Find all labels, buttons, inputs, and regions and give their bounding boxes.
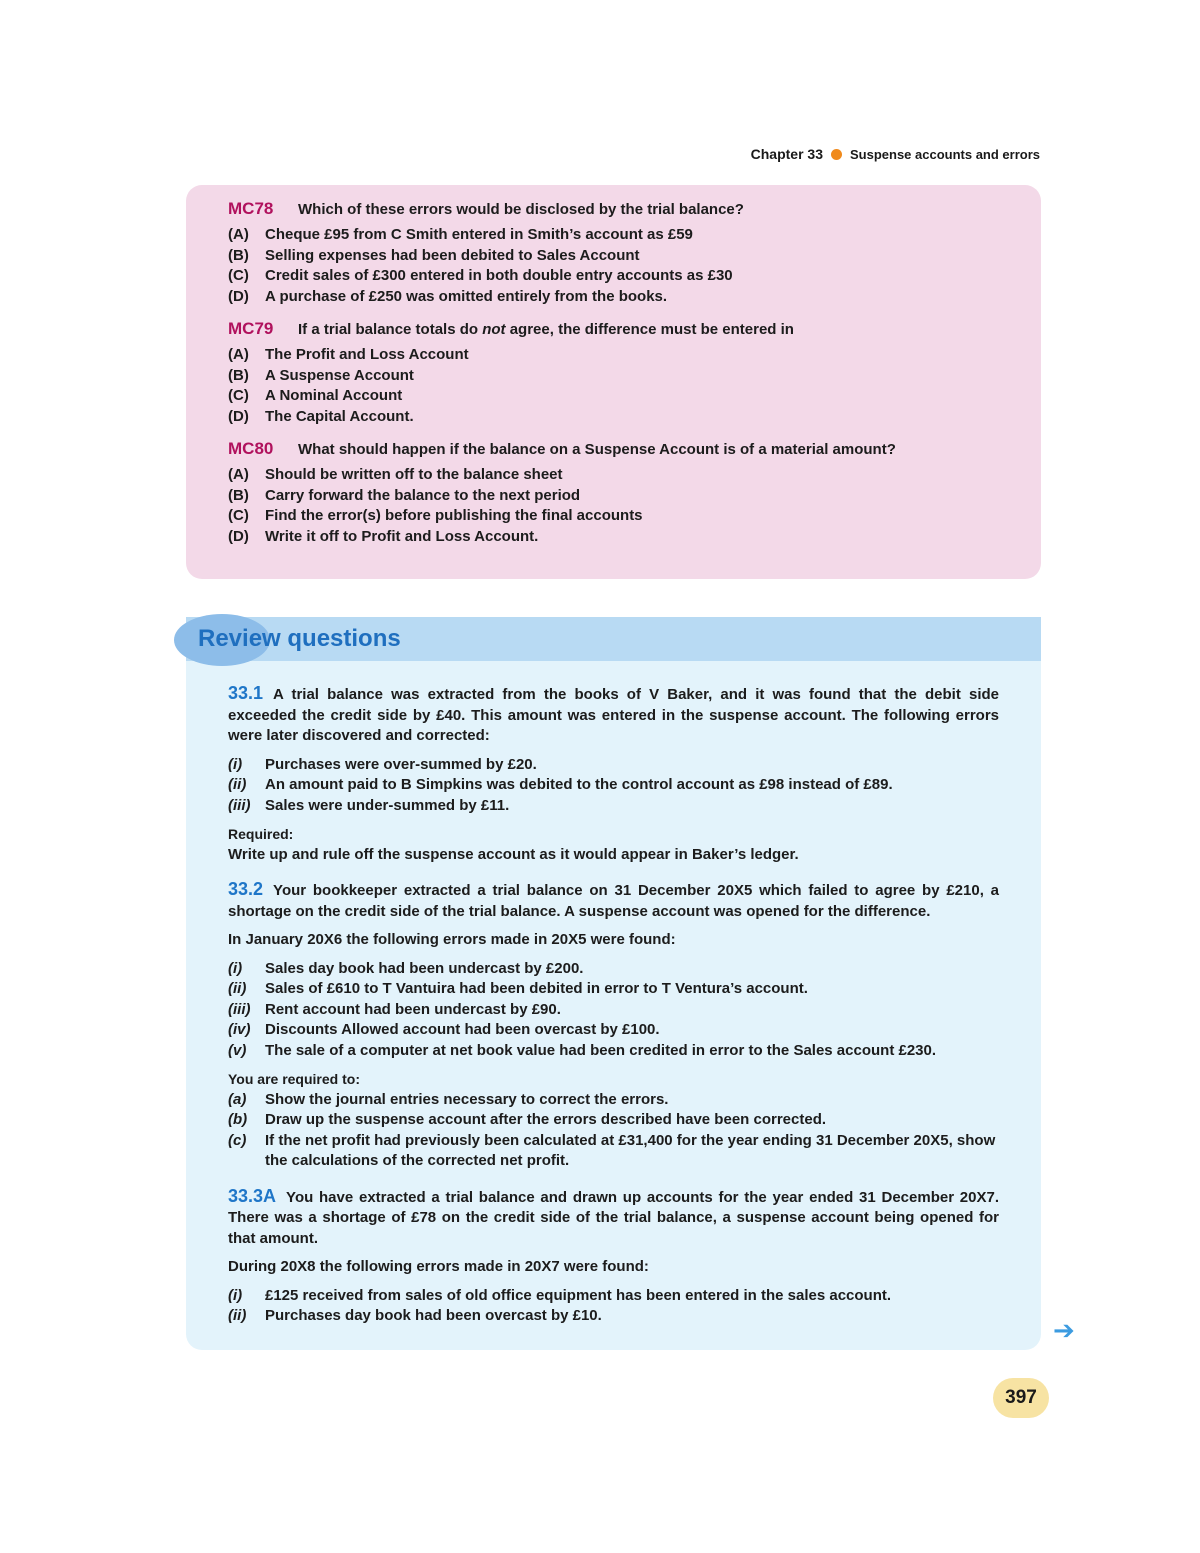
error-list [228, 959, 999, 1062]
option-label: (D) [228, 527, 249, 545]
bullet-dot-icon [831, 149, 842, 160]
question-intro: 33.2 Your bookkeeper extracted a trial balance on 31 December 20X5 which failed to agree by £210, a shortage on the credit side of the trial balance. A suspense account was opened for the difference. [228, 879, 999, 920]
option-label: (C) [228, 387, 249, 404]
question-intro-2: In January 20X6 the following errors made in 20X5 were found: [228, 931, 676, 948]
error-list [228, 755, 999, 817]
mc-question-block [228, 439, 1001, 547]
list-item: (b) Draw up the suspense account after the errors described have been corrected. [228, 1111, 827, 1128]
list-item: (iii) Rent account had been undercast by £90. [228, 1000, 561, 1018]
mc-number: MC79 [228, 319, 274, 338]
list-item: (v) The sale of a computer at net book value had been credited in error to the Sales account £230. [228, 1041, 937, 1059]
list-item: (i) Sales day book had been undercast by £200. [228, 959, 584, 977]
question-number: 33.1 [228, 683, 264, 703]
question-intro-2: During 20X8 the following errors made in 20X7 were found: [228, 1258, 649, 1275]
list-item: (i) £125 received from sales of old office equipment has been entered in the sales account. [228, 1286, 892, 1304]
option-text: Carry forward the balance to the next period [265, 486, 581, 504]
option-label: (D) [228, 407, 249, 425]
option-label: (B) [228, 366, 249, 384]
mc-question-text: If a trial balance totals do not agree, the difference must be entered in [298, 321, 794, 338]
option-text: Find the error(s) before publishing the final accounts [265, 507, 643, 524]
list-item: (iii) Sales were under-summed by £11. [228, 796, 510, 814]
running-head [751, 146, 1040, 162]
option-label: (B) [228, 486, 249, 504]
option-text: Cheque £95 from C Smith entered in Smith’s account as £59 [265, 226, 693, 243]
list-item: (ii) An amount paid to B Simpkins was debited to the control account as £98 instead of £89. [228, 776, 893, 793]
mc-question-block [228, 319, 1001, 427]
mc-number: MC80 [228, 439, 274, 458]
chapter-title: Suspense accounts and errors [849, 146, 1040, 162]
option-label: (A) [228, 226, 249, 243]
option-text: The Capital Account. [265, 407, 414, 425]
option-text: The Profit and Loss Account [265, 346, 469, 363]
question-intro: 33.3A You have extracted a trial balance and drawn up accounts for the year ended 31 December 20X7. There was a shortage of £78 on the credit side of the trial balance, a suspense account being opened for that amount. [228, 1185, 999, 1247]
option-label: (A) [228, 466, 249, 483]
option-label: (D) [228, 287, 249, 305]
list-item: (ii) Purchases day book had been overcast by £10. [228, 1307, 602, 1324]
required-label: Required: [228, 826, 294, 842]
question-number: 33.2 [228, 879, 264, 899]
chapter-label: Chapter 33 [750, 146, 823, 162]
review-title: Review questions [198, 625, 401, 652]
question-intro: 33.1 A trial balance was extracted from the books of V Baker, and it was found that the debit side exceeded the credit side by £40. This amount was entered in the suspense account. The following errors were later discovered and corrected: [228, 683, 999, 744]
page-number: 397 [993, 1378, 1049, 1418]
list-item: (iv) Discounts Allowed account had been overcast by £100. [228, 1021, 660, 1038]
mc-number: MC78 [228, 199, 274, 218]
review-questions-box [186, 617, 1041, 1350]
error-list [228, 1286, 999, 1327]
option-label: (C) [228, 267, 249, 284]
mc-question-text: What should happen if the balance on a Suspense Account is of a material amount? [298, 441, 896, 458]
option-text: Write it off to Profit and Loss Account. [265, 527, 539, 545]
option-text: Credit sales of £300 entered in both double entry accounts as £30 [265, 267, 733, 284]
option-label: (A) [228, 346, 249, 363]
option-text: A purchase of £250 was omitted entirely from the books. [265, 287, 668, 305]
continue-arrow-icon: ➔ [1053, 1315, 1075, 1345]
review-content [228, 683, 999, 1335]
required-text: Write up and rule off the suspense account as it would appear in Baker’s ledger. [228, 845, 799, 863]
list-item: (a) Show the journal entries necessary to correct the errors. [228, 1090, 669, 1108]
question-number: 33.3A [228, 1185, 277, 1206]
list-item: (c) If the net profit had previously been calculated at £31,400 for the year ending 31 December 20X5, show the calculations of the corrected net profit. [228, 1131, 996, 1169]
option-text: A Nominal Account [265, 387, 403, 404]
mc-question-text: Which of these errors would be disclosed by the trial balance? [298, 201, 744, 218]
required-label: You are required to: [228, 1071, 360, 1087]
task-list [228, 1090, 999, 1172]
option-text: Should be written off to the balance sheet [265, 466, 563, 483]
option-text: Selling expenses had been debited to Sales Account [265, 246, 640, 264]
option-label: (B) [228, 246, 249, 264]
list-item: (i) Purchases were over-summed by £20. [228, 755, 537, 773]
mc-question-block [228, 199, 1001, 307]
multiple-choice-box [186, 185, 1041, 579]
option-text: A Suspense Account [265, 366, 414, 384]
option-label: (C) [228, 507, 249, 524]
list-item: (ii) Sales of £610 to T Vantuira had been debited in error to T Ventura’s account. [228, 980, 808, 997]
